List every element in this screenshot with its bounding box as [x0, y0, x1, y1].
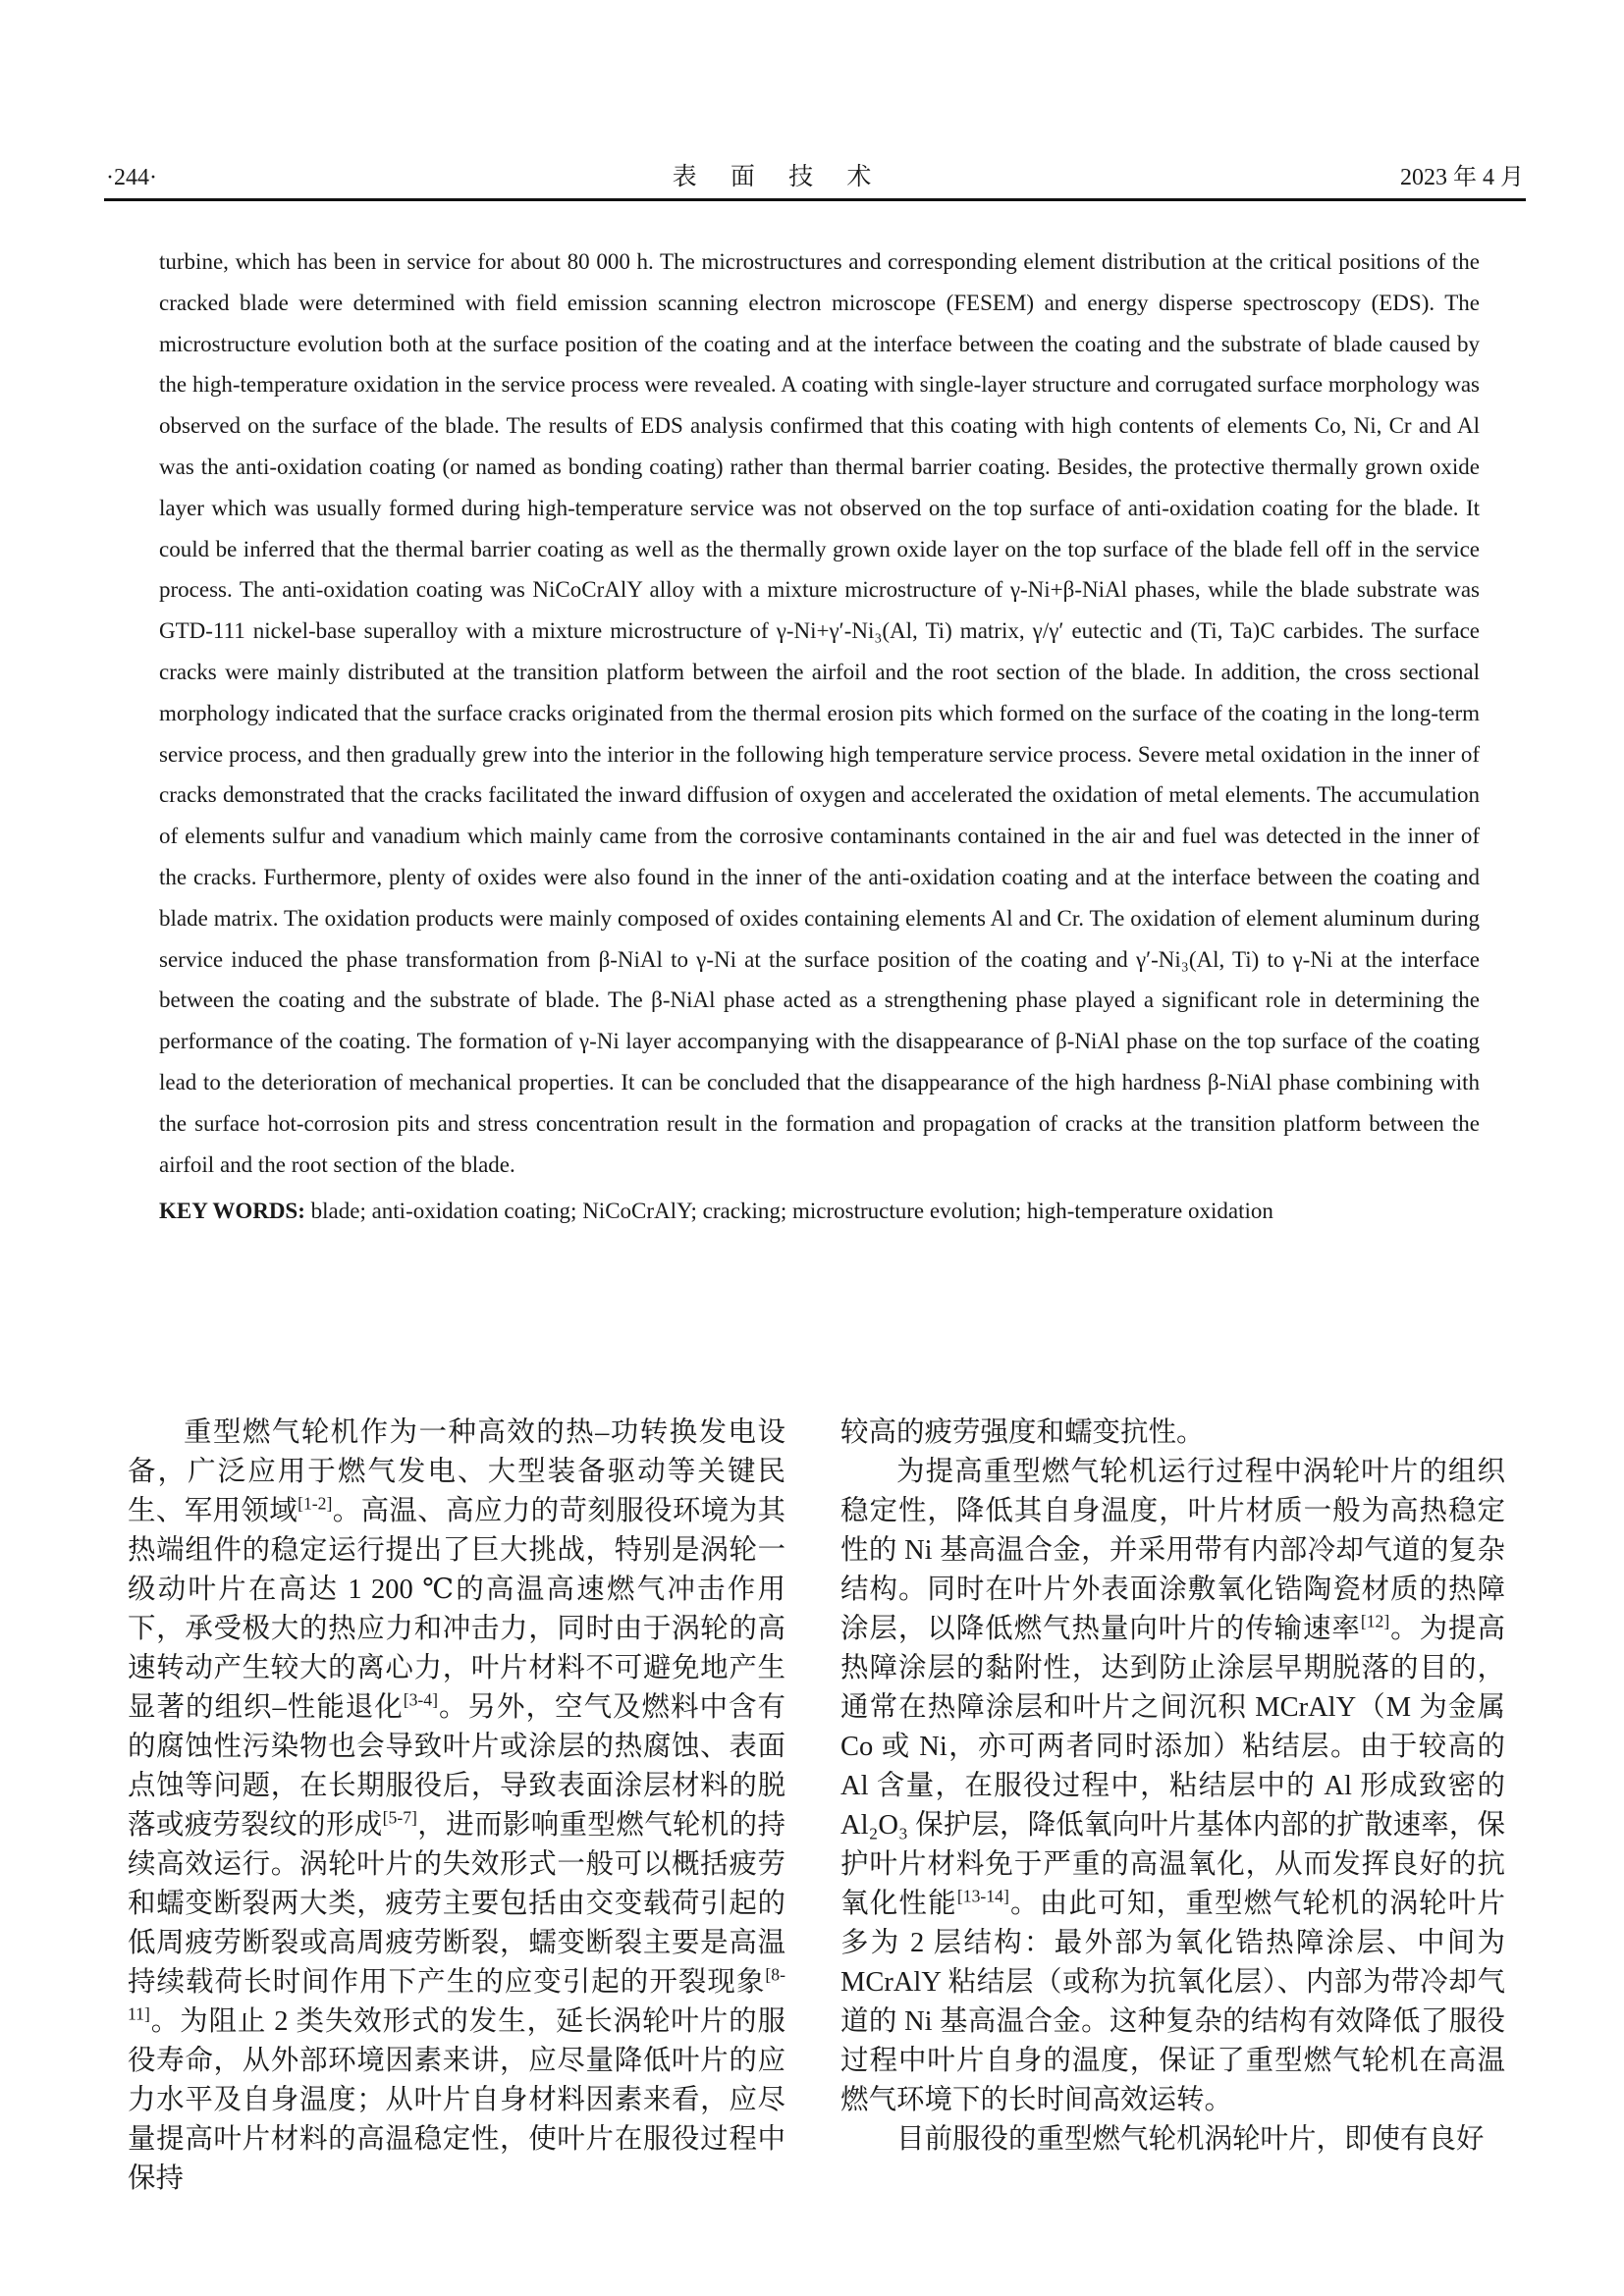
left-column	[128, 1414, 785, 2199]
page-number: ·244·	[106, 165, 157, 190]
body-paragraph: 为提高重型燃气轮机运行过程中涡轮叶片的组织稳定性，降低其自身温度，叶片材质一般为高热稳定性的 Ni 基高温合金，并采用带有内部冷却气道的复杂结构。同时在叶片外表面涂敷氧化锆陶瓷材质的热障涂层，以降低燃气热量向叶片的传输速率[12]。为提高热障涂层的黏附性，达到防止涂层早期脱落的目的，通常在热障涂层和叶片之间沉积 MCrAlY（M 为金属 Co 或 Ni，亦可两者同时添加）粘结层。由于较高的 Al 含量，在服役过程中，粘结层中的 Al 形成致密的 Al₂O₃ 保护层，降低氧向叶片基体内部的扩散速率，保护叶片材料免于严重的高温氧化，从而发挥良好的抗氧化性能[13-14]。由此可知，重型燃气轮机的涡轮叶片多为 2 层结构：最外部为氧化锆热障涂层、中间为 MCrAlY 粘结层（或称为抗氧化层）、内部为带冷却气道的 Ni 基高温合金。这种复杂的结构有效降低了服役过程中叶片自身的温度，保证了重型燃气轮机在高温燃气环境下的长时间高效运转。	[840, 1457, 1505, 2115]
keywords-line	[159, 1191, 1480, 1232]
body-paragraph: 较高的疲劳强度和蠕变抗性。	[840, 1417, 1205, 1448]
header-rule	[104, 198, 1526, 201]
running-head	[106, 157, 1524, 192]
body-two-columns	[128, 1414, 1505, 2199]
issue-date: 2023 年 4 月	[1400, 165, 1524, 190]
right-column	[840, 1414, 1505, 2199]
body-paragraph: 目前服役的重型燃气轮机涡轮叶片，即使有良好	[896, 2124, 1485, 2155]
english-abstract-block	[159, 241, 1480, 1232]
keywords-label: KEY WORDS:	[159, 1199, 305, 1224]
abstract-text: turbine, which has been in service for about 80 000 h. The microstructures and corresponding element distribution at the critical positions of the cracked blade were determined with field emission scanning electron microscope (FESEM) and energy disperse spectroscopy (EDS). The microstructure evolution both at the surface position of the coating and at the interface between the coating and the substrate of blade caused by the high-temperature oxidation in the service process were revealed. A coating with single-layer structure and corrugated surface morphology was observed on the surface of the blade. The results of EDS analysis confirmed that this coating with high contents of elements Co, Ni, Cr and Al was the anti-oxidation coating (or named as bonding coating) rather than thermal barrier coating. Besides, the protective thermally grown oxide layer which was usually formed during high-temperature service was not observed on the top surface of anti-oxidation coating for the blade. It could be inferred that the thermal barrier coating as well as the thermally grown oxide layer on the top surface of the blade fell off in the service process. The anti-oxidation coating was NiCoCrAlY alloy with a mixture microstructure of γ-Ni+β-NiAl phases, while the blade substrate was GTD-111 nickel-base superalloy with a mixture microstructure of γ-Ni+γ′-Ni₃(Al, Ti) matrix, γ/γ′ eutectic and (Ti, Ta)C carbides. The surface cracks were mainly distributed at the transition platform between the airfoil and the root section of the blade. In addition, the cross sectional morphology indicated that the surface cracks originated from the thermal erosion pits which formed on the surface of the coating in the long-term service process, and then gradually grew into the interior in the following high temperature service process. Severe metal oxidation in the inner of cracks demonstrated that the cracks facilitated the inward diffusion of oxygen and accelerated the oxidation of metal elements. The accumulation of elements sulfur and vanadium which mainly came from the corrosive contaminants contained in the air and fuel was detected in the inner of the cracks. Furthermore, plenty of oxides were also found in the inner of the anti-oxidation coating and at the interface between the coating and blade matrix. The oxidation products were mainly composed of oxides containing elements Al and Cr. The oxidation of element aluminum during service induced the phase transformation from β-NiAl to γ-Ni at the surface position of the coating and γ′-Ni₃(Al, Ti) to γ-Ni at the interface between the coating and the substrate of blade. The β-NiAl phase acted as a strengthening phase played a significant role in determining the performance of the coating. The formation of γ-Ni layer accompanying with the disappearance of β-NiAl phase on the top surface of the coating lead to the deterioration of mechanical properties. It can be concluded that the disappearance of the high hardness β-NiAl phase combining with the surface hot-corrosion pits and stress concentration result in the formation and propagation of cracks at the transition platform between the airfoil and the root section of the blade.	[159, 249, 1480, 1177]
keywords-text: blade; anti-oxidation coating; NiCoCrAlY; cracking; microstructure evolution; high-temperature oxidation	[310, 1199, 1273, 1224]
body-paragraph: 重型燃气轮机作为一种高效的热–功转换发电设备，广泛应用于燃气发电、大型装备驱动等关键民生、军用领域[1-2]。高温、高应力的苛刻服役环境为其热端组件的稳定运行提出了巨大挑战，特别是涡轮一级动叶片在高达 1 200 ℃的高温高速燃气冲击作用下，承受极大的热应力和冲击力，同时由于涡轮的高速转动产生较大的离心力，叶片材料不可避免地产生显著的组织–性能退化[3-4]。另外，空气及燃料中含有的腐蚀性污染物也会导致叶片或涂层的热腐蚀、表面点蚀等问题，在长期服役后，导致表面涂层材料的脱落或疲劳裂纹的形成[5-7]，进而影响重型燃气轮机的持续高效运行。涡轮叶片的失效形式一般可以概括疲劳和蠕变断裂两大类，疲劳主要包括由交变载荷引起的低周疲劳断裂或高周疲劳断裂，蠕变断裂主要是高温持续载荷长时间作用下产生的应变引起的开裂现象[8-11]。为阻止 2 类失效形式的发生，延长涡轮叶片的服役寿命，从外部环境因素来讲，应尽量降低叶片的应力水平及自身温度；从叶片自身材料因素来看，应尽量提高叶片材料的高温稳定性，使叶片在服役过程中保持	[128, 1417, 785, 2194]
journal-title: 表 面 技 术	[672, 164, 886, 190]
